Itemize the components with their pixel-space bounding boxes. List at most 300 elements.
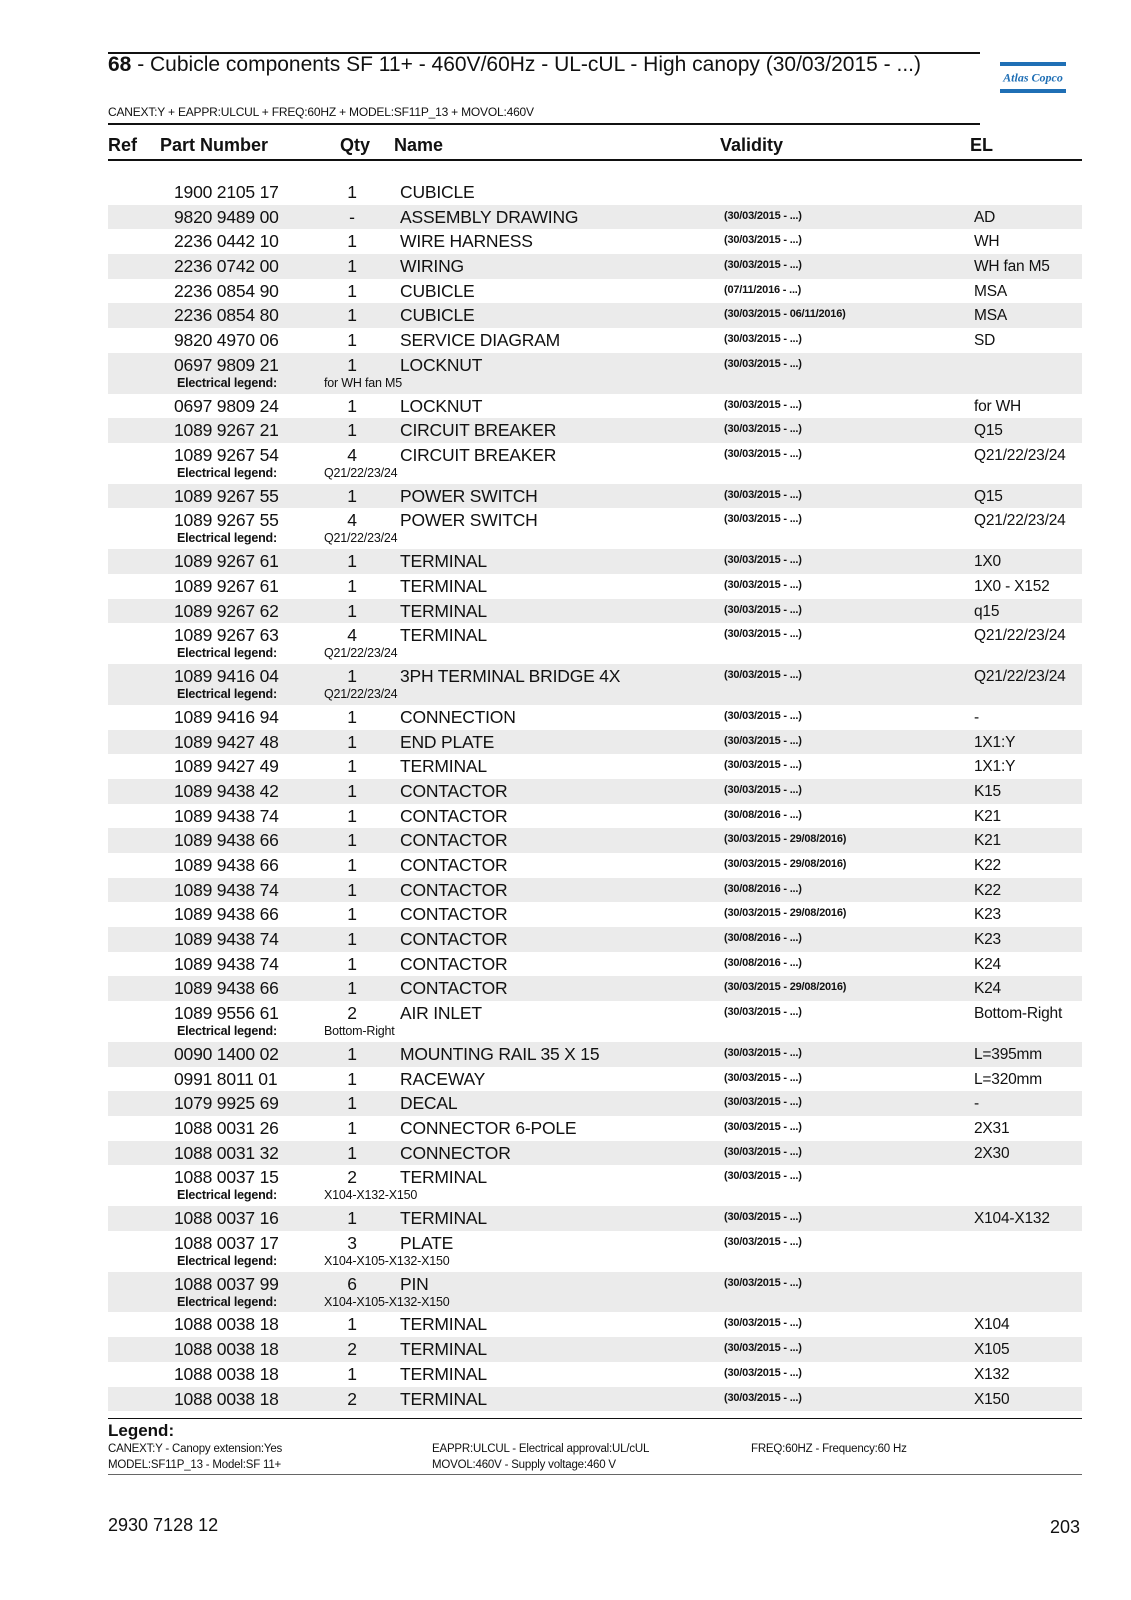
electrical-legend-value: X104-X105-X132-X150 — [324, 1253, 450, 1268]
quantity: 2 — [347, 1388, 357, 1409]
validity: (30/03/2015 - ...) — [724, 1145, 802, 1158]
document-number: 2930 7128 12 — [108, 1515, 219, 1535]
table-row — [108, 1206, 1082, 1231]
part-name: POWER SWITCH — [400, 510, 538, 531]
electrical-legend-value: X104-X132-X150 — [324, 1188, 418, 1203]
part-name: WIRE HARNESS — [400, 231, 533, 252]
part-number: 1089 9427 49 — [174, 756, 279, 777]
table-row — [108, 508, 1082, 549]
electrical-legend-value: Q21/22/23/24 — [324, 646, 398, 661]
part-number: 2236 0742 00 — [174, 256, 279, 277]
part-name: END PLATE — [400, 731, 495, 752]
validity: (30/03/2015 - 29/08/2016) — [724, 981, 847, 994]
quantity: 1 — [347, 305, 357, 326]
el-code: q15 — [974, 602, 1000, 620]
quantity: 1 — [347, 551, 357, 572]
el-code: K22 — [974, 881, 1001, 899]
electrical-legend — [108, 687, 1082, 703]
validity: (30/03/2015 - ...) — [724, 1046, 802, 1059]
quantity: 1 — [347, 1093, 357, 1114]
quantity: 1 — [347, 929, 357, 950]
table-row — [108, 1165, 1082, 1206]
quantity: 1 — [347, 1208, 357, 1229]
table-row — [108, 754, 1082, 779]
el-code: K15 — [974, 782, 1001, 800]
part-number: 1089 9267 61 — [174, 575, 279, 596]
part-number: 1089 9267 55 — [174, 485, 279, 506]
validity: (30/03/2015 - ...) — [724, 1071, 802, 1084]
table-row — [108, 705, 1082, 730]
quantity: 1 — [347, 485, 357, 506]
column-name: Name — [394, 135, 444, 155]
validity: (30/03/2015 - ...) — [724, 234, 802, 247]
legend-item: EAPPR:ULCUL - Electrical approval:UL/cUL — [432, 1443, 650, 1455]
validity: (30/03/2015 - 29/08/2016) — [724, 833, 847, 846]
el-code: SD — [974, 332, 996, 350]
part-number: 1089 9267 55 — [174, 510, 279, 531]
part-number: 1089 9267 54 — [174, 444, 279, 465]
el-code: Q21/22/23/24 — [974, 446, 1066, 464]
part-name: CONTACTOR — [400, 904, 508, 925]
table-row — [108, 1337, 1082, 1362]
quantity: 1 — [347, 756, 357, 777]
el-code: Q15 — [974, 487, 1003, 505]
part-name: TERMINAL — [400, 625, 487, 646]
electrical-legend-label: Electrical legend: — [177, 687, 277, 702]
validity: (30/03/2015 - ...) — [724, 1391, 802, 1404]
validity: (30/03/2015 - ...) — [724, 398, 802, 411]
column-el: EL — [970, 135, 994, 155]
part-name: PIN — [400, 1273, 429, 1294]
table-row — [108, 574, 1082, 599]
quantity: 3 — [347, 1232, 357, 1253]
part-number: 1089 9438 74 — [174, 953, 279, 974]
part-name: POWER SWITCH — [400, 485, 538, 506]
validity: (30/03/2015 - ...) — [724, 333, 802, 346]
table-row — [108, 328, 1082, 353]
part-name: TERMINAL — [400, 1363, 487, 1384]
part-number: 1089 9416 94 — [174, 706, 279, 727]
quantity: 1 — [347, 1142, 357, 1163]
quantity: 1 — [347, 731, 357, 752]
part-name: TERMINAL — [400, 1388, 487, 1409]
el-code: 1X0 — [974, 553, 1001, 571]
part-number: 1089 9556 61 — [174, 1003, 279, 1024]
legend-top-rule — [108, 1418, 1082, 1419]
validity: (30/03/2015 - ...) — [724, 554, 802, 567]
page-title — [108, 53, 978, 77]
el-code: 1X1:Y — [974, 758, 1016, 776]
electrical-legend-label: Electrical legend: — [177, 375, 277, 390]
electrical-legend-value: X104-X105-X132-X150 — [324, 1294, 450, 1309]
column-ref: Ref — [108, 135, 138, 155]
part-name: CIRCUIT BREAKER — [400, 444, 557, 465]
table-row — [108, 927, 1082, 952]
validity: (30/03/2015 - ...) — [724, 1211, 802, 1224]
table-header — [108, 133, 1082, 161]
legend-item: FREQ:60HZ - Frequency:60 Hz — [751, 1443, 907, 1455]
el-code: K24 — [974, 955, 1001, 973]
el-code: K22 — [974, 857, 1001, 875]
quantity: 1 — [347, 904, 357, 925]
part-name: 3PH TERMINAL BRIDGE 4X — [400, 666, 621, 687]
validity: (30/03/2015 - ...) — [724, 1366, 802, 1379]
validity: (30/03/2015 - ...) — [724, 783, 802, 796]
legend-item: CANEXT:Y - Canopy extension:Yes — [108, 1443, 283, 1455]
validity: (30/03/2015 - ...) — [724, 513, 802, 526]
electrical-legend — [108, 1188, 1082, 1204]
table-row — [108, 1231, 1082, 1272]
table-row — [108, 1091, 1082, 1116]
el-code: Q21/22/23/24 — [974, 512, 1066, 530]
el-code: X104-X132 — [974, 1210, 1050, 1228]
part-number: 1089 9438 66 — [174, 855, 279, 876]
table-row — [108, 804, 1082, 829]
el-code: X132 — [974, 1365, 1010, 1383]
quantity: 1 — [347, 953, 357, 974]
quantity: 1 — [347, 1118, 357, 1139]
table-row — [108, 853, 1082, 878]
quantity: 1 — [347, 1043, 357, 1064]
part-name: CONNECTION — [400, 706, 516, 727]
el-code: K21 — [974, 807, 1001, 825]
validity: (30/08/2016 - ...) — [724, 932, 802, 945]
table-row — [108, 279, 1082, 304]
section-title: - Cubicle components SF 11+ - 460V/60Hz - UL-cUL - High canopy (30/03/2015 - ...) — [131, 53, 921, 76]
el-code: 1X1:Y — [974, 733, 1016, 751]
atlas-copco-logo — [1000, 62, 1066, 94]
electrical-legend-label: Electrical legend: — [177, 1024, 277, 1039]
quantity: 1 — [347, 1068, 357, 1089]
table-row — [108, 254, 1082, 279]
table-row — [108, 828, 1082, 853]
part-name: AIR INLET — [400, 1003, 482, 1024]
column-validity: Validity — [720, 135, 784, 155]
el-code: AD — [974, 208, 996, 226]
electrical-legend-value: Bottom-Right — [324, 1024, 395, 1039]
part-name: LOCKNUT — [400, 395, 483, 416]
el-code: - — [974, 708, 979, 726]
validity: (30/03/2015 - ...) — [724, 1317, 802, 1330]
part-number: 1088 0038 18 — [174, 1314, 279, 1335]
logo-text: Atlas Copco — [1003, 70, 1063, 85]
quantity: 2 — [347, 1167, 357, 1188]
validity: (30/03/2015 - ...) — [724, 209, 802, 222]
el-code: WH — [974, 233, 1000, 251]
part-name: MOUNTING RAIL 35 X 15 — [400, 1043, 600, 1064]
part-name: CUBICLE — [400, 182, 475, 202]
part-number: 1089 9438 66 — [174, 830, 279, 851]
part-number: 1089 9267 63 — [174, 625, 279, 646]
part-number: 1089 9438 74 — [174, 929, 279, 950]
part-number: 1088 0038 18 — [174, 1339, 279, 1360]
table-row — [108, 229, 1082, 254]
validity: (30/08/2016 - ...) — [724, 882, 802, 895]
validity: (30/08/2016 - ...) — [724, 808, 802, 821]
quantity: 1 — [347, 395, 357, 416]
el-code: Q15 — [974, 422, 1003, 440]
part-number: 1088 0031 26 — [174, 1118, 279, 1139]
part-number: 1089 9416 04 — [174, 666, 279, 687]
electrical-legend — [108, 466, 1082, 482]
section-number: 68 — [108, 53, 132, 76]
table-row — [108, 549, 1082, 574]
part-name: CONTACTOR — [400, 929, 508, 950]
quantity: 2 — [347, 1339, 357, 1360]
legend-item: MODEL:SF11P_13 - Model:SF 11+ — [108, 1459, 282, 1471]
part-number: 1089 9438 74 — [174, 879, 279, 900]
part-number: 2236 0854 80 — [174, 305, 279, 326]
quantity: 1 — [347, 666, 357, 687]
parts-table-body — [108, 180, 1082, 1411]
validity: (30/03/2015 - ...) — [724, 1006, 802, 1019]
table-row — [108, 623, 1082, 664]
el-code: for WH — [974, 397, 1022, 415]
legend-bottom-rule — [108, 1474, 1082, 1475]
part-name: CONTACTOR — [400, 879, 508, 900]
el-code: K23 — [974, 931, 1001, 949]
el-code: K21 — [974, 832, 1001, 850]
table-row — [108, 664, 1082, 705]
el-code: MSA — [974, 307, 1007, 325]
part-number: 0697 9809 21 — [174, 354, 279, 375]
part-name: TERMINAL — [400, 1339, 487, 1360]
part-number: 1089 9427 48 — [174, 731, 279, 752]
header-bottom-rule — [108, 123, 980, 125]
part-name: LOCKNUT — [400, 354, 483, 375]
part-name: TERMINAL — [400, 600, 487, 621]
table-row — [108, 878, 1082, 903]
el-code: - — [974, 1095, 979, 1113]
validity: (30/03/2015 - ...) — [724, 709, 802, 722]
part-number: 1089 9267 61 — [174, 551, 279, 572]
legend-title: Legend: — [108, 1421, 175, 1440]
quantity: 1 — [347, 879, 357, 900]
legend-item: MOVOL:460V - Supply voltage:460 V — [432, 1459, 616, 1471]
column-part-number: Part Number — [160, 135, 269, 155]
el-code: 2X30 — [974, 1144, 1010, 1162]
part-name: RACEWAY — [400, 1068, 486, 1089]
validity: (30/03/2015 - ...) — [724, 578, 802, 591]
el-code: Q21/22/23/24 — [974, 627, 1066, 645]
electrical-legend — [108, 531, 1082, 547]
electrical-legend — [108, 376, 1082, 392]
el-code: X104 — [974, 1316, 1010, 1334]
table-row — [108, 1272, 1082, 1313]
quantity: 4 — [347, 444, 357, 465]
part-number: 1089 9438 66 — [174, 978, 279, 999]
validity: (30/03/2015 - 06/11/2016) — [724, 308, 846, 321]
part-number: 1089 9438 42 — [174, 780, 279, 801]
part-name: SERVICE DIAGRAM — [400, 330, 561, 351]
part-name: WIRING — [400, 256, 464, 277]
part-number: 1079 9925 69 — [174, 1093, 279, 1114]
el-code: 2X31 — [974, 1120, 1010, 1138]
table-row — [108, 303, 1082, 328]
validity: (30/03/2015 - ...) — [724, 259, 802, 272]
quantity: 1 — [347, 830, 357, 851]
validity: (30/03/2015 - ...) — [724, 759, 802, 772]
electrical-legend-label: Electrical legend: — [177, 646, 277, 661]
el-code: Q21/22/23/24 — [974, 668, 1066, 686]
table-row — [108, 1312, 1082, 1337]
part-name: CONTACTOR — [400, 978, 508, 999]
electrical-legend-value: Q21/22/23/24 — [324, 465, 398, 480]
part-number: 1088 0037 16 — [174, 1208, 279, 1229]
el-code: MSA — [974, 282, 1007, 300]
quantity: 1 — [347, 354, 357, 375]
part-name: CONTACTOR — [400, 780, 508, 801]
table-row — [108, 1362, 1082, 1387]
electrical-legend-label: Electrical legend: — [177, 531, 277, 546]
electrical-legend — [108, 646, 1082, 662]
column-qty: Qty — [340, 135, 371, 155]
part-number: 9820 9489 00 — [174, 206, 279, 227]
quantity: 1 — [347, 706, 357, 727]
part-name: TERMINAL — [400, 551, 487, 572]
page-number: 203 — [1050, 1517, 1081, 1537]
electrical-legend — [108, 1024, 1082, 1040]
validity: (30/03/2015 - ...) — [724, 1235, 802, 1248]
part-name: TERMINAL — [400, 1208, 487, 1229]
quantity: 1 — [347, 600, 357, 621]
el-code: K24 — [974, 980, 1001, 998]
quantity: 6 — [347, 1273, 357, 1294]
table-row — [108, 779, 1082, 804]
table-row — [108, 976, 1082, 1001]
electrical-legend — [108, 1254, 1082, 1270]
table-row — [108, 443, 1082, 484]
part-number: 1089 9438 74 — [174, 805, 279, 826]
table-row — [108, 418, 1082, 443]
validity: (30/03/2015 - ...) — [724, 603, 802, 616]
part-name: CONTACTOR — [400, 953, 508, 974]
quantity: 1 — [347, 420, 357, 441]
part-name: DECAL — [400, 1093, 458, 1114]
table-row — [108, 1141, 1082, 1166]
part-number: 2236 0854 90 — [174, 280, 279, 301]
quantity: 4 — [347, 625, 357, 646]
part-number: 1088 0031 32 — [174, 1142, 279, 1163]
part-number: 0090 1400 02 — [174, 1043, 279, 1064]
validity: (30/03/2015 - ...) — [724, 1121, 802, 1134]
table-row — [108, 353, 1082, 394]
validity: (30/03/2015 - ...) — [724, 1170, 802, 1183]
part-name: PLATE — [400, 1232, 454, 1253]
validity: (30/03/2015 - ...) — [724, 1096, 802, 1109]
validity: (30/08/2016 - ...) — [724, 956, 802, 969]
electrical-legend-label: Electrical legend: — [177, 1253, 277, 1268]
table-row — [108, 1001, 1082, 1042]
el-code: L=320mm — [974, 1070, 1042, 1088]
table-row — [108, 394, 1082, 419]
part-name: TERMINAL — [400, 1314, 487, 1335]
quantity: 1 — [347, 1314, 357, 1335]
validity: (30/03/2015 - ...) — [724, 628, 802, 641]
table-row — [108, 1116, 1082, 1141]
quantity: 1 — [347, 256, 357, 277]
electrical-legend — [108, 1295, 1082, 1311]
part-name: CIRCUIT BREAKER — [400, 420, 557, 441]
part-name: CONNECTOR — [400, 1142, 511, 1163]
part-number: 1088 0037 99 — [174, 1273, 279, 1294]
part-name: CUBICLE — [400, 305, 475, 326]
validity: (30/03/2015 - ...) — [724, 423, 802, 436]
table-row — [108, 952, 1082, 977]
electrical-legend-value: Q21/22/23/24 — [324, 687, 398, 702]
table-row — [108, 180, 1082, 205]
part-name: ASSEMBLY DRAWING — [400, 206, 579, 227]
validity: (07/11/2016 - ...) — [724, 283, 802, 296]
part-number: 2236 0442 10 — [174, 231, 279, 252]
table-row — [108, 599, 1082, 624]
quantity: 1 — [347, 978, 357, 999]
part-name: TERMINAL — [400, 575, 487, 596]
el-code: K23 — [974, 906, 1001, 924]
el-code: Bottom-Right — [974, 1005, 1063, 1023]
el-code: 1X0 - X152 — [974, 577, 1050, 595]
validity: (30/03/2015 - ...) — [724, 357, 802, 370]
validity: (30/03/2015 - ...) — [724, 1342, 802, 1355]
page-subtitle: CANEXT:Y + EAPPR:ULCUL + FREQ:60HZ + MODEL:SF11P_13 + MOVOL:460V — [108, 105, 534, 119]
quantity: 1 — [347, 805, 357, 826]
validity: (30/03/2015 - ...) — [724, 734, 802, 747]
validity: (30/03/2015 - ...) — [724, 488, 802, 501]
part-number: 9820 4970 06 — [174, 330, 279, 351]
el-code: WH fan M5 — [974, 258, 1050, 276]
quantity: 1 — [347, 182, 357, 202]
quantity: 2 — [347, 1003, 357, 1024]
electrical-legend-label: Electrical legend: — [177, 1294, 277, 1309]
table-row — [108, 1042, 1082, 1067]
part-number: 1089 9267 21 — [174, 420, 279, 441]
part-number: 0697 9809 24 — [174, 395, 279, 416]
table-row — [108, 902, 1082, 927]
quantity: 1 — [347, 575, 357, 596]
quantity: 1 — [347, 231, 357, 252]
part-name: CUBICLE — [400, 280, 475, 301]
table-row — [108, 1387, 1082, 1412]
part-number: 1088 0037 17 — [174, 1232, 279, 1253]
quantity: 1 — [347, 1363, 357, 1384]
quantity: 1 — [347, 280, 357, 301]
quantity: 1 — [347, 330, 357, 351]
el-code: X105 — [974, 1341, 1010, 1359]
table-row — [108, 1067, 1082, 1092]
part-name: TERMINAL — [400, 756, 487, 777]
part-number: 1088 0038 18 — [174, 1388, 279, 1409]
electrical-legend-label: Electrical legend: — [177, 465, 277, 480]
electrical-legend-value: Q21/22/23/24 — [324, 531, 398, 546]
electrical-legend-value: for WH fan M5 — [324, 375, 402, 390]
quantity: - — [349, 206, 355, 227]
validity: (30/03/2015 - 29/08/2016) — [724, 907, 847, 920]
el-code: X150 — [974, 1390, 1010, 1408]
el-code: L=395mm — [974, 1045, 1042, 1063]
validity: (30/03/2015 - 29/08/2016) — [724, 858, 847, 871]
part-name: CONNECTOR 6-POLE — [400, 1118, 577, 1139]
electrical-legend-label: Electrical legend: — [177, 1188, 277, 1203]
part-name: CONTACTOR — [400, 805, 508, 826]
quantity: 4 — [347, 510, 357, 531]
validity: (30/03/2015 - ...) — [724, 669, 802, 682]
part-number: 1088 0038 18 — [174, 1363, 279, 1384]
part-name: CONTACTOR — [400, 830, 508, 851]
part-number: 1089 9438 66 — [174, 904, 279, 925]
table-row — [108, 205, 1082, 230]
part-number: 1900 2105 17 — [174, 182, 279, 202]
validity: (30/03/2015 - ...) — [724, 447, 802, 460]
